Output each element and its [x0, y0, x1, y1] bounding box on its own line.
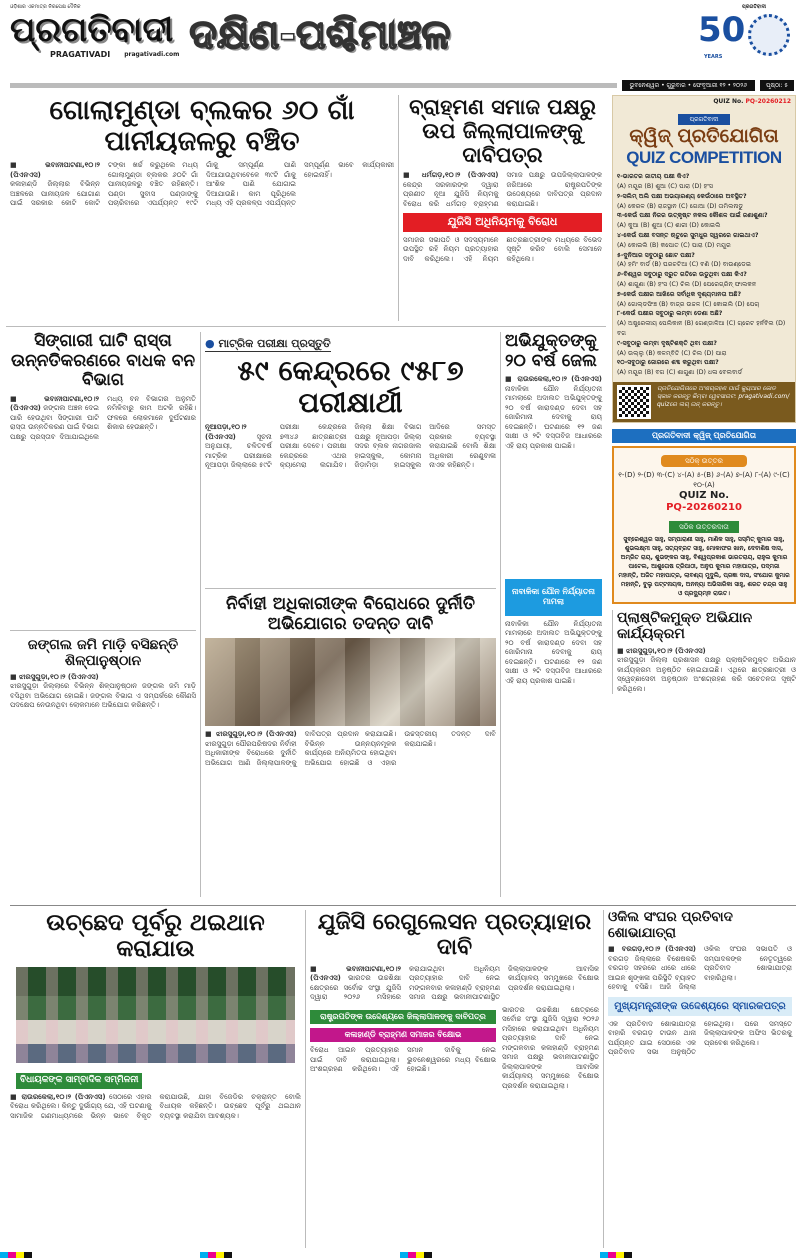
executive-body: ■ ଝାରସୁଗୁଡ଼ା,୧୦।୨ (ପିଏନଏସ) ଝାରସୁଗୁଡ଼ା ପୌରପରିଷଦର ନିର୍ବାହୀ ଅଧିକାରୀଙ୍କ ବିରୋଧରେ ଦୁର୍ନୀତି ଅଭିଯୋଗ ଆଣି ଜିଲ୍ଲାପାଳଙ୍କୁ ଦାବିପତ୍ର ପ୍ରଦାନ କରାଯାଇଛି। ବିଭିନ୍ନ ଉନ୍ନୟନମୂଳକ କାର୍ଯ୍ୟରେ ଅନିୟମିତତା ହୋଇଥିବା ଅଭିଯୋଗ ହୋଇଛି ଓ ଏହାର ଉଚ୍ଚସ୍ତରୀୟ ତଦନ୍ତ ଦାବି କରାଯାଇଛି।	[205, 730, 496, 767]
logo-latin: PRAGATIVADI	[50, 50, 111, 60]
quiz-brand: ପ୍ରଗତିବାଦୀ	[678, 114, 731, 125]
quiz-question	[617, 192, 791, 212]
quiz-ribbon: ପ୍ରଗତିବାଦୀ କ୍ୱିଜ୍ ପ୍ରତିଯୋଗିତା	[612, 429, 796, 443]
quiz-answers-box	[612, 446, 796, 604]
masthead-rule	[10, 83, 617, 88]
eviction-headline: ଉଚ୍ଛେଦ ପୂର୍ବରୁ ଥଇଥାନ କରାଯାଉ	[46, 910, 265, 963]
jail-body-2: ନାବାଳିକା ଯୌନ ନିର୍ଯ୍ୟାତନା ମାମଲାରେ ଅଦାଲତ ଅଭିଯୁକ୍ତଙ୍କୁ ୨୦ ବର୍ଷ କାରାଦଣ୍ଡ ଦେବା ସହ ଜୋରିମାନା ଦେବାକୁ ରାୟ ଦେଇଛନ୍ତି। ଘଟଣାରେ ୧୨ ଜଣ ସାକ୍ଷୀ ଓ ୨ଟି ଦସ୍ତାବିଜ ଆଧାରରେ ଏହି ରାୟ ପ୍ରକାଶ ପାଇଛି।	[505, 619, 602, 685]
question-text: ୩-କେଉଁ ପକ୍ଷୀ ନିଜର ଉତ୍କୃଷ୍ଟ ନକଲ କୌଶଳ ପାଇଁ ଜଣାଶୁଣା?	[617, 212, 768, 220]
quiz-no-label: QUIZ No.	[713, 98, 744, 105]
matric-body: ନୂଆପଡ଼ା,୧୦।୨ (ପିଏନଏସ) ସୂଚନା ଅନୁଯାୟୀ, ଚଳିତବର୍ଷ ମାଟ୍ରିକ ପରୀକ୍ଷାରେ ନୂଆପଡ଼ା ଜିଲ୍ଲାରେ ୫୯ଟି ପରୀକ୍ଷା କେନ୍ଦ୍ରରେ ୭୩୪୬ ଛାତ୍ରଛାତ୍ରୀ ପରୀକ୍ଷା ଦେବେ। ପରୀକ୍ଷା କେନ୍ଦ୍ରରେ ଏଥର କ୍ୟାମେରା ଲଗାଯିବ। ଜିଲ୍ଲା ଶିକ୍ଷା ବିଭାଗ ପକ୍ଷରୁ ନୂଆପଡ଼ା ଜିଲ୍ଲା ସଦର ବ୍ଲକ ନାଗରଜାଲ ହାଇସ୍କୁଲ, କୋମନା ଜିଡ଼ାମିଡ଼ା ହାଇସ୍କୁଲ ଆଦିରେ ସମସ୍ତ ପ୍ରକାର ବ୍ୟବସ୍ଥା କରାଯାଇଛି ବୋଲି ଶିକ୍ଷା ଅଧିକାରୀ ରେଣୁବାଳା ନାଏକ କହିଛନ୍ତି।	[205, 423, 496, 470]
ugc-body-2: ବିରୋଧ ଆଇନ ପ୍ରତ୍ୟାହାର ପାଇଁ ଦାବି କରାଯାଇଥିଲା। ଅଂଶଗ୍ରହଣ କରିଥିଲେ। ଏହି ସମାନ ଦାବିକୁ ନେଇ ଭୁବନେଶ୍ୱରରେ ମଧ୍ୟ ବିକ୍ଷୋଭ ହୋଇଛି।	[310, 1046, 496, 1074]
question-options: (A) ମୟୂର (B) ଶୁଆ (C) ପାରା (D) ହଂସ	[617, 182, 713, 190]
registration-marks	[0, 1252, 800, 1258]
quiz-question	[617, 231, 791, 251]
answers: ୧-(D) ୨-(D) ୩-(C) ୪-(A) ୫-(B) ୬-(A) ୭-(A) ୮-(A) ୯-(C) ୧୦-(A)	[618, 471, 790, 490]
forest-headline: ଜଙ୍ଗଲ ଜମି ମାଡ଼ି ବସିଛନ୍ତି ଶିଳ୍ପାନୁଷ୍ଠାନ	[27, 636, 179, 669]
matric-kicker: ● ମାଟ୍ରିକ ପରୀକ୍ଷା ପ୍ରସ୍ତୁତି	[205, 337, 331, 350]
question-text: ୯-ସବୁଠାରୁ ଲମ୍ବା ଦୃଷ୍ଟିଶକ୍ତି ଥିବା ପକ୍ଷୀ?	[617, 339, 717, 347]
question-text: ୪-କେଉଁ ପକ୍ଷୀ ବସନ୍ତ ଋତୁରେ ସୁମଧୁର ସ୍ୱରରେ ଗାଇଥାଏ?	[617, 231, 759, 239]
question-text: ୧୦-ସବୁଠାରୁ ଜୋରରେ ଶବ୍ଦ କରୁଥିବା ପକ୍ଷୀ?	[617, 359, 719, 367]
quiz-question	[617, 251, 791, 271]
quiz-question	[617, 211, 791, 231]
eviction-body: ■ ରାଉରକେଲା,୧୦।୨ (ପିଏନଏସ) ସେଠାରେ ଏହାର ବିରୋଧ କରିଥିଲେ। କିନ୍ତୁ ଦୁର୍ଭାଗ୍ୟ ଯେ, ଏହି ଘଟଣାକୁ ସାମାଜିକ ଗଣମାଧ୍ୟମରେ ଭିନ୍ନ ଭାବେ ବିକୃତ କରାଯାଉଛି, ଯାହା ବିଜେଡିର ଚକ୍ରାନ୍ତ ବୋଲି ବିଧାୟକ କହିଛନ୍ତି। ଉଚ୍ଛେଦ ପୂର୍ବରୁ ଥଇଥାନ ବ୍ୟବସ୍ଥା କରାଯିବା ଆବଶ୍ୟକ।	[10, 1092, 301, 1120]
ugc-body-3: ଭାରତର ଉଚ୍ଚଶିକ୍ଷା କ୍ଷେତ୍ରରେ ସର୍ବୋଚ୍ଚ ସଂସ୍ଥା ଯୁଜିସି ଦ୍ୱାରା ୨୦୨୬ ମସିହାରେ କରାଯାଇଥିବା ଅଧିନିୟମ ପ୍ରତ୍ୟାହାର ଦାବି ନେଇ ମଙ୍ଗଳବାର କଳାହାଣ୍ଡି ବ୍ରାହ୍ମଣ ସମାଜ ପକ୍ଷରୁ ଭବାନୀପାଟଣାସ୍ଥିତ ଜିଲ୍ଲାପାଳଙ୍କ ଆବାସିକ କାର୍ଯ୍ୟାଳୟ ସମ୍ମୁଖରେ ବିକ୍ଷୋଭ ପ୍ରଦର୍ଶନ କରାଯାଇଥିଲା।	[502, 1005, 599, 1090]
lawyers-headline: ଓକିଲ ସଂଘର ପ୍ରତିବାଦ ଶୋଭାଯାତ୍ରା	[608, 909, 733, 941]
matric-headline: ୫୯ କେନ୍ଦ୍ରରେ ୯୫୮୭ ପରୀକ୍ଷାର୍ଥୀ	[237, 354, 464, 420]
logo-block	[10, 4, 179, 60]
quiz-question	[617, 290, 791, 310]
website: pragativadi.com	[124, 51, 180, 59]
forest-body: ■ ଝାରସୁଗୁଡ଼ା,୧୦।୨ (ପିଏନଏସ) ଝାରସୁଗୁଡ଼ା ଜିଲ୍ଲାରେ ବିଭିନ୍ନ ଶିଳ୍ପାନୁଷ୍ଠାନ ଜଙ୍ଗଲ ଜମି ମାଡ଼ି ବସିଥିବା ଅଭିଯୋଗ ହୋଇଛି। ଜଙ୍ଗଲ ବିଭାଗ ଏ ସମ୍ପର୍କରେ କୌଣସି ପଦକ୍ଷେପ ନେଉନଥିବା ଲୋକମାନେ ଅଭିଯୋଗ କରିଛନ୍ତି।	[10, 672, 196, 710]
quiz-footer	[613, 382, 795, 422]
prev-quiz-no: PQ-20260210	[666, 502, 742, 514]
logo: ପ୍ରଗତିବାଦୀ	[10, 10, 174, 50]
question-options: (A) କେରଳ (B) ରାଜସ୍ଥାନ (C) ଗୋଆ (D) ତାମିଲନାଡୁ	[617, 202, 744, 210]
question-text: ୫-ଦୁନିଆର ସବୁଠାରୁ ଛୋଟ ପକ୍ଷୀ?	[617, 251, 695, 259]
golamunda-body: ■ ଭବାନୀପାଟଣା,୧୦।୨ (ପିଏନଏସ) କଳାହାଣ୍ଡି ଜିଲ୍ଲାର ବିଭିନ୍ନ ଅଞ୍ଚଳରେ ପାନୀୟଜଳ ଯୋଗାଣ ପାଇଁ ସରକାର କୋଟି କୋଟି ଟଙ୍କା ଖର୍ଚ୍ଚ କରୁଥିଲେ ମଧ୍ୟ ଗୋଲାମୁଣ୍ଡା ବ୍ଲକର ୬୦ଟି ଗାଁ ପାନୀୟଜଳରୁ ବଞ୍ଚିତ ରହିଛନ୍ତି। ପଣ୍ଡା ସୁବାସ ପଣ୍ଡାଙ୍କୁ ପଚାରିବାରେ ଏପର୍ଯ୍ୟନ୍ତ ୧୯ଟି ଗାଁକୁ ସମ୍ପୂର୍ଣ୍ଣ ପାଣି ଦିଆଯାଉଥିବାବେଳେ ୩୯ଟି ଗାଁକୁ ଆଂଶିକ ପାଣି ଯୋଗାଇ ଦିଆଯାଉଛି। କାମ ପୂରିଥିଲେ ମଧ୍ୟ ଏହି ପ୍ରକଳ୍ପ ଏପର୍ଯ୍ୟନ୍ତ ସମ୍ପୂର୍ଣ୍ଣ ଭାବେ କାର୍ଯ୍ୟକାରୀ ହୋଇନାହିଁ।	[10, 161, 394, 208]
plastic-headline: ପ୍ଲାଷ୍ଟିକମୁକ୍ତ ଅଭିଯାନ କାର୍ଯ୍ୟକ୍ରମ	[617, 610, 753, 643]
brahmin-headline: ବ୍ରାହ୍ମଣ ସମାଜ ପକ୍ଷରୁ ଉପ ଜିଲ୍ଲାପାଳଙ୍କୁ ଦାବିପତ୍ର	[409, 95, 596, 168]
anniversary-label: YEARS	[704, 54, 723, 60]
tagline: ଓଡ଼ିଶାର ଏକମାତ୍ର ନିରପେକ୍ଷ ଦୈନିକ	[10, 4, 81, 10]
quiz-question	[617, 339, 791, 359]
question-options: (A) ଅଷ୍ଟ୍ରେଲୀୟ ପେଲିକାନ (B) ଗେଣ୍ଡାଳିଆ (C) ଗ୍ରେଟ ହର୍ନବିଲ (D) ବଗ	[617, 320, 786, 337]
winners: ସୁବ୍ରେଶ୍ୱର ସାହୁ, ସମ୍ପାରାଣୀ ସାହୁ, ମାଣିକ ସାହୁ, ସସ୍ମିତ୍ କୁମାର ସାହୁ, ଶୁଭଲକ୍ଷ୍ମୀ ସାହୁ, ସତ୍ୟବ୍ରତ ସାହୁ, ମୋକାଫର ଖାନ, ଦେବାଶିଷ ଦାସ, ଅମ୍ରିତ ରାୟ, ଶୁଭଙ୍କର ସାହୁ, ବିଶ୍ୱପ୍ରକାଶ ଭାରତରାୟ, ରାହୁଲ କୁମାର ପାଟେଲ, ଆଶୁତୋଷ ତ୍ରିପାଠୀ, ଅନୁପ କୁମାର ମହାପାତ୍ର, ପଦ୍ମଜା ମହାନ୍ତି, ଅଜିତ ମହାପାତ୍ର, ଲାବଣ୍ୟ ମୁଦୁଲି, ପ୍ରଜ୍ଞା ଦାସ, ସଂଯୋଗ କୁମାର ମହାନ୍ତି, ବୁଲୁ ପଟ୍ଟନାୟକ, ଅନନ୍ୟା ଅଭିସାରିକା ସାହୁ, ଶରତ ଚନ୍ଦ୍ର ସାହୁ ଓ ପ୍ରଦ୍ୟୁମ୍ନ ରାଉତ।	[618, 536, 790, 598]
question-text: ୧-ଭାରତର ଜାତୀୟ ପକ୍ଷୀ କିଏ?	[617, 173, 690, 181]
singari-body: ■ ଭବାନୀପାଟଣା,୧୦।୨ (ପିଏନଏସ) ଜଙ୍ଗଲ ଅଞ୍ଚଳ ଦେଇ ପାରି ହେଉଥିବା ସିଙ୍ଗାରୀ ଘାଟି ରାସ୍ତା ଉନ୍ନତିକରଣ ପାଇଁ ବିଭାଗ ପକ୍ଷରୁ ପ୍ରସ୍ତାବ ଦିଆଯାଇଥିଲେ ମଧ୍ୟ ବନ ବିଭାଗର ଅନୁମତି ନମିଳିବାରୁ କାମ ଅଟକି ରହିଛି। ଫଳରେ ଲୋକମାନେ ଦୁର୍ଘଟଣାର ଶିକାର ହେଉଛନ୍ତି।	[10, 394, 196, 441]
bullet-icon: ●	[205, 337, 219, 350]
executive-photo	[205, 638, 496, 726]
question-options: (A) ଉଲ୍ଲୁ (B) କଳମ୍ବିତି (C) ଚିଲ (D) ପାରା	[617, 349, 727, 357]
qr-code-icon[interactable]	[617, 385, 651, 419]
ugc-headline: ଯୁଜିସି ରେଗୁଲେସନ ପ୍ରତ୍ୟାହାର ଦାବି	[317, 910, 592, 961]
question-options: (A) କୁଆ (B) ଶୁଆ (C) ଶାରୀ (D) କୋଇଲି	[617, 222, 721, 230]
quiz-question	[617, 358, 791, 378]
jail-body: ■ ରାଉରକେଲା,୧୦।୨ (ପିଏନଏସ) ନାବାଳିକା ଯୌନ ନିର୍ଯ୍ୟାତନା ମାମଲାରେ ଅଦାଲତ ଅଭିଯୁକ୍ତଙ୍କୁ ୨୦ ବର୍ଷ କାରାଦଣ୍ଡ ଦେବା ସହ ଜୋରିମାନା ଦେବାକୁ ରାୟ ଦେଇଛନ୍ତି। ଘଟଣାରେ ୧୨ ଜଣ ସାକ୍ଷୀ ଓ ୨ଟି ଦସ୍ତାବିଜ ଆଧାରରେ ଏହି ରାୟ ପ୍ରକାଶ ପାଇଛି।	[505, 375, 602, 450]
page-number: ପୃଷ୍ଠା: ୫	[760, 80, 794, 91]
question-text: ୭-କେଉଁ ପକ୍ଷୀର ଆଖିରେ ସର୍ବାଧିକ ଦୃଶ୍ୟମାନତା ଅଛି?	[617, 290, 742, 298]
quiz-no: PQ-20260212	[745, 98, 791, 105]
lawyers-subhead: ମୁଖ୍ୟମନ୍ତ୍ରୀଙ୍କ ଉଦ୍ଦେଶ୍ୟରେ ସ୍ମାରକପତ୍ର	[608, 997, 792, 1016]
quiz-title-odia: କ୍ୱିଜ୍ ପ୍ରତିଯୋଗିତା	[629, 125, 779, 147]
anniversary-brand: ପ୍ରଗତିବାଦୀ	[742, 4, 767, 10]
quiz-question	[617, 270, 791, 290]
brahmin-body-2: ସମାଜର ସଭାପତି ଓ ସଦସ୍ୟମାନେ ଉପସ୍ଥିତ ରହି ନିୟମ ପ୍ରତ୍ୟାହାର ଦାବି କରିଥିଲେ। ଏହି ନିୟମ ଛାତ୍ରଛାତ୍ରୀଙ୍କ ମଧ୍ୟରେ ବିଭେଦ ସୃଷ୍ଟି କରିବ ବୋଲି ସେମାନେ କହିଥିଲେ।	[403, 235, 602, 263]
ugc-banner-memorandum: ରାଷ୍ଟ୍ରପତିଙ୍କ ଉଦ୍ଦେଶ୍ୟରେ ଜିଲ୍ଲାପାଳଙ୍କୁ ଦାବିପତ୍ର	[310, 1010, 496, 1024]
question-text: ୬-ବିଶ୍ୱର ସବୁଠାରୁ ଦ୍ରୁତ ଗତିରେ ଉଡୁଥିବା ପକ୍ଷୀ କିଏ?	[617, 271, 747, 279]
question-text: ୮-କେଉଁ ପକ୍ଷୀର ସବୁଠାରୁ ଲମ୍ବା ଡେଣା ଅଛି?	[617, 310, 723, 318]
lawyers-body-2: ଏକ ପ୍ରତିବାଦ ଶୋଭାଯାତ୍ରା ବାହାରି ବରଗଡ଼ ଟାଉନ ଥାନା ପର୍ଯ୍ୟନ୍ତ ଯାଇ ସେଠାରେ ଏକ ପ୍ରତିବାଦ ସଭା ଅନୁଷ୍ଠିତ ହୋଇଥିଲା। ପରେ ସମସ୍ତେ ଜିଲ୍ଲାପାଳଙ୍କ ଅଫିସ ଭିତରକୁ ପ୍ରବେଶ କରିଥିଲେ।	[608, 1019, 792, 1057]
ugc-body: ■ ଭବାନୀପାଟଣା,୧୦।୨ (ପିଏନଏସ) ଭାରତର ଉଚ୍ଚଶିକ୍ଷା କ୍ଷେତ୍ରରେ ସର୍ବୋଚ୍ଚ ସଂସ୍ଥା ଯୁଜିସି ଦ୍ୱାରା ୨୦୨୬ ମସିହାରେ କରାଯାଇଥିବା ଅଧିନିୟମ ପ୍ରତ୍ୟାହାର ଦାବି ନେଇ ମଙ୍ଗଳବାର କଳାହାଣ୍ଡି ବ୍ରାହ୍ମଣ ସମାଜ ପକ୍ଷରୁ ଭବାନୀପାଟଣାସ୍ଥିତ ଜିଲ୍ଲାପାଳଙ୍କ ଆବାସିକ କାର୍ଯ୍ୟାଳୟ ସମ୍ମୁଖରେ ବିକ୍ଷୋଭ ପ୍ରଦର୍ଶନ କରାଯାଇଥିଲା।	[310, 964, 599, 1002]
question-options: (A) ଶାଗୁଣା (B) ହଂସ (C) ଚିଲ (D) ପେରେଗ୍ରିନ୍ ଫାଲକନ	[617, 280, 757, 288]
anniversary-seal-icon	[748, 14, 790, 56]
quiz-title-en: QUIZ COMPETITION	[626, 147, 782, 167]
quiz-instructions: ପ୍ରତିଯୋଗିତାରେ ଅଂଶଗ୍ରହଣ ପାଇଁ କ୍ୟୁଆର କୋଡ ସ୍କାନ କରନ୍ତୁ କିମ୍ବା ୱେବସାଇଟ: pragativadi.com/ quizରେ ଲଗ୍ ଇନ୍ କରନ୍ତୁ।	[657, 384, 790, 408]
jail-headline: ଅଭିଯୁକ୍ତଙ୍କୁ ୨୦ ବର୍ଷ ଜେଲ	[505, 331, 597, 371]
question-options: (A) ଗୋଲ୍ଡଫିଞ୍ଚ (B) ବାଜ୍ର ଉଚ୍ଚଳ (C) କୋଇଲି (D) ପେଚା	[617, 300, 760, 308]
answers-label: ସଠିକ୍ ଉତ୍ତର	[661, 455, 747, 467]
ugc-banner-protest: କଳାହାଣ୍ଡି ବ୍ରାହ୍ମଣ ସମାଜର ବିକ୍ଷୋଭ	[310, 1028, 496, 1042]
quiz-question	[617, 172, 791, 192]
executive-headline: ନିର୍ବାହୀ ଅଧିକାରୀଙ୍କ ବିରୋଧରେ ଦୁର୍ନୀତି ଅଭିଯୋଗର ତଦନ୍ତ ଦାବି	[226, 594, 475, 634]
dateline: ଭୁବନେଶ୍ୱର • ଗୁରୁବାର • ଫେବୃଆରୀ ୧୨ • ୨୦୨୬	[622, 80, 755, 91]
brahmin-body: ■ ଧର୍ମଗଡ଼,୧୦।୨ (ପିଏନଏସ) କେନ୍ଦ୍ର ସରକାରଙ୍କ ଦ୍ୱାରା ପ୍ରଣୀତ ନୂଆ ଯୁଜିସି ନିୟମକୁ ବିରୋଧ କରି ଧର୍ମଗଡ଼ ବ୍ରାହ୍ମଣ ସମାଜ ପକ୍ଷରୁ ଉପଜିଲ୍ଲାପାଳଙ୍କ ଜରିଆରେ ରାଷ୍ଟ୍ରପତିଙ୍କ ଉଦ୍ଦେଶ୍ୟରେ ଦାବିପତ୍ର ପ୍ରଦାନ କରାଯାଇଛି।	[403, 171, 602, 208]
section-title: ଦକ୍ଷିଣ-ପଶ୍ଚିମାଞ୍ଚଳ	[189, 12, 451, 58]
plastic-body: ■ ଝାରସୁଗୁଡ଼ା,୧୦।୨ (ପିଏନଏସ) ଝାରସୁଗୁଡ଼ା ଜିଲ୍ଲା ପ୍ରଶାସନ ପକ୍ଷରୁ ପ୍ଲାଷ୍ଟିକମୁକ୍ତ ଅଭିଯାନ କାର୍ଯ୍ୟକ୍ରମ ଅନୁଷ୍ଠିତ ହୋଇଯାଇଛି। ଏଥିରେ ଛାତ୍ରଛାତ୍ରୀ ଓ ସ୍ୱେଚ୍ଛାସେବୀ ଅନୁଷ୍ଠାନ ଅଂଶଗ୍ରହଣ କରି ସଚେତନତା ସୃଷ୍ଟି କରିଥିଲେ।	[617, 646, 796, 693]
quiz-question	[617, 309, 791, 338]
anniversary-number: 50	[698, 10, 746, 50]
winners-label: ସଠିକ ଉତ୍ତରଦାତା	[669, 521, 739, 533]
golamunda-headline: ଗୋଲାମୁଣ୍ଡା ବ୍ଲକର ୬୦ ଗାଁ ପାନୀୟଜଳରୁ ବଞ୍ଚିତ	[49, 95, 355, 158]
singari-headline: ସିଙ୍ଗାରୀ ଘାଟି ରାସ୍ତା ଉନ୍ନତିକରଣରେ ବାଧକ ବନ ବିଭାଗ	[10, 331, 196, 391]
ugc-protest-banner: ଯୁଜିସି ଅଧିନିୟମକୁ ବିରୋଧ	[403, 213, 602, 231]
question-text: ୨-ସଲିମ୍ ଅଲି ପକ୍ଷୀ ଅଭୟାରଣ୍ୟ କେଉଁଠାରେ ଅବସ୍ଥିତ?	[617, 192, 747, 200]
masthead	[0, 0, 800, 91]
quiz-question-list	[613, 168, 795, 382]
question-options: (A) ମୟୂର (B) ବଗ (C) ଶାଗୁଣା (D) ଧଳା ବେଲବାର୍ଡ	[617, 369, 743, 377]
quiz-panel	[612, 95, 796, 423]
anniversary-logo	[698, 4, 794, 78]
eviction-band: ବିଧାୟକଙ୍କ ସାମ୍ବାଦିକ ସମ୍ମିଳନୀ	[16, 1073, 142, 1089]
eviction-photo	[16, 967, 295, 1063]
question-options: (A) କୋଇଲି (B) କପୋତ (C) ପାରା (D) ମୟୂର	[617, 241, 731, 249]
jail-box: ନାବାଳିକା ଯୌନ ନିର୍ଯ୍ୟାତନା ମାମଲା	[505, 579, 602, 616]
prev-quiz-label: QUIZ No.	[678, 490, 730, 502]
lawyers-body: ■ ବରଗଡ଼,୧୦।୨ (ପିଏନଏସ) ବରଗଡ଼ ଜିଲ୍ଲାରେ ବିଶେଷକରି ବରଗଡ଼ ସହରରେ ଧୀରେ ଧୀରେ ଆଇନ ଶୃଙ୍ଖଳା ପରିସ୍ଥିତି ବ୍ୟାହତ ହେବାକୁ ବସିଛି। ଆଜି ଜିଲ୍ଲା ଓକିଲ ସଂଘର ସଭାପତି ଓ ସମ୍ପାଦକଙ୍କ ନେତୃତ୍ୱରେ ପ୍ରତିବାଦ ଶୋଭାଯାତ୍ରା ବାହାରିଥିଲା।	[608, 945, 792, 992]
question-options: (A) ହମିଂ ବାର୍ଡ (B) ଘରଚଟିଆ (C) ବଣି (D) ବାଉଣ୍ଡେଇ	[617, 261, 752, 269]
